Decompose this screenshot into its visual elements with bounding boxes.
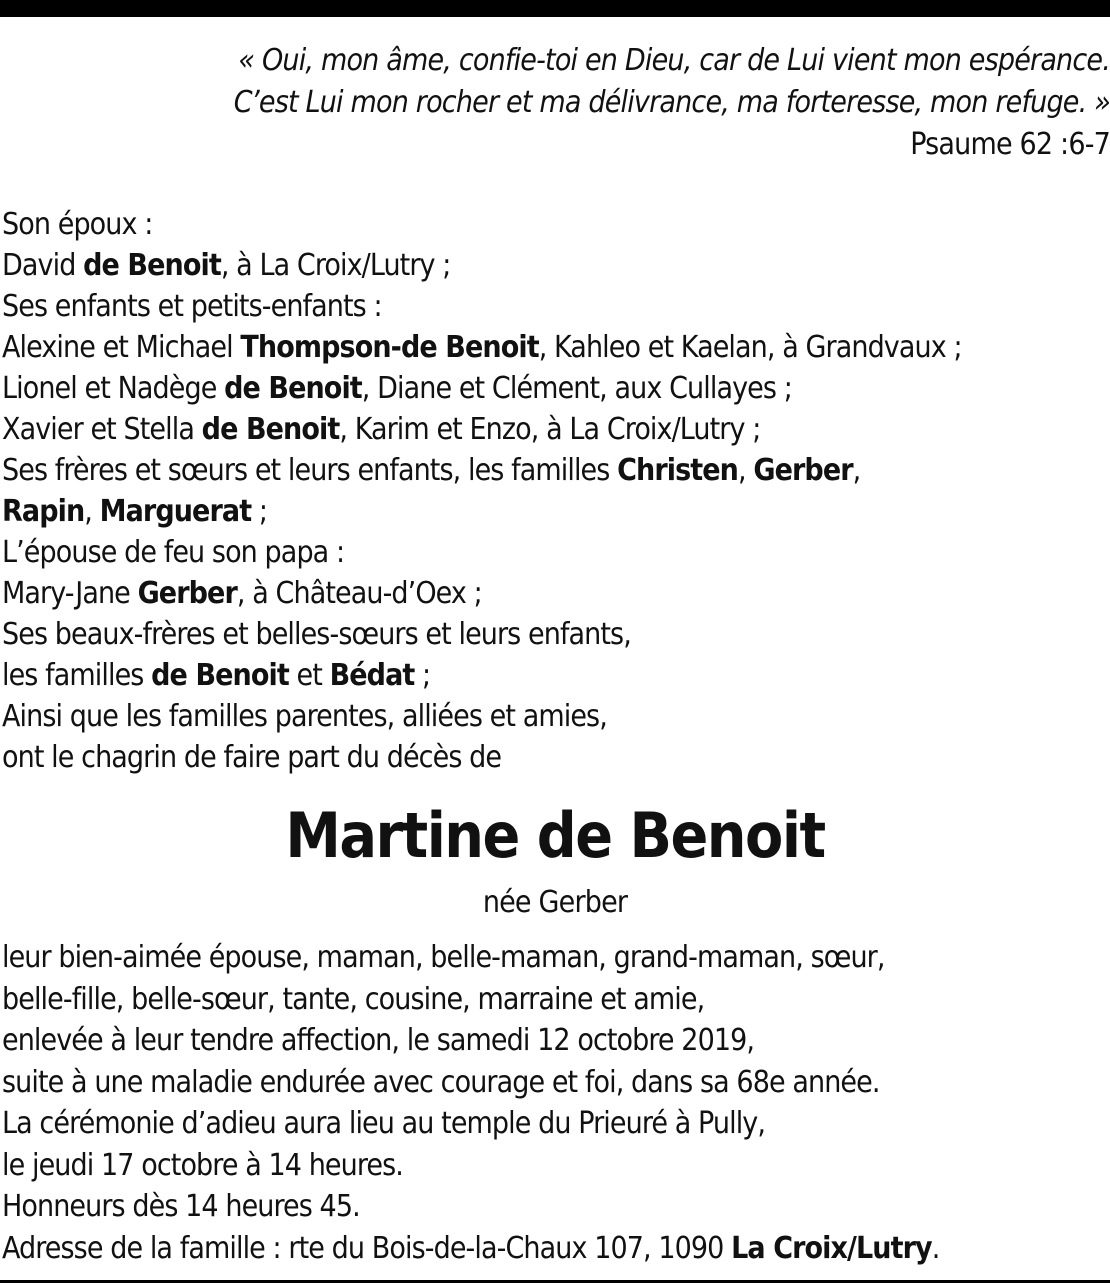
siblings-separator-2: ,: [852, 453, 861, 488]
psalm-quote-line-1: « Oui, mon âme, confie-toi en Dieu, car de Lui vient mon espérance.: [238, 43, 1110, 78]
address-city: La Croix/Lutry: [731, 1230, 932, 1266]
inlaws-family-bedat: Bédat: [329, 658, 415, 693]
siblings-family-gerber: Gerber: [753, 453, 853, 488]
children-heading: Ses enfants et petits-enfants :: [2, 289, 382, 324]
spouse-place: , à La Croix/Lutry ;: [220, 248, 451, 283]
inlaws-family-de-benoit: de Benoit: [151, 658, 289, 693]
spouse-line: [2, 245, 1108, 286]
stepmother-last-name: Gerber: [137, 576, 237, 611]
child3-last-name: de Benoit: [201, 412, 340, 447]
family-mourners-list: [2, 204, 1108, 778]
child3-first-names: Xavier et Stella: [2, 412, 202, 447]
details-line-4: suite à une maladie endurée avec courage et foi, dans sa 68e année.: [2, 1064, 880, 1100]
ceremony-location-line: La cérémonie d’adieu aura lieu au temple du Prieuré à Pully,: [2, 1106, 766, 1141]
relatives-line: Ainsi que les familles parentes, alliées et amies,: [2, 699, 607, 734]
siblings-family-rapin: Rapin: [2, 494, 85, 529]
siblings-separator-1: ,: [738, 453, 754, 488]
stepmother-heading: L’épouse de feu son papa :: [2, 535, 345, 570]
child3-rest: , Karim et Enzo, à La Croix/Lutry ;: [339, 412, 761, 447]
inlaws-separator: et: [288, 658, 330, 693]
child-line-2: [2, 368, 1108, 409]
child-line-3: [2, 409, 1108, 450]
honours-line: Honneurs dès 14 heures 45.: [2, 1189, 360, 1224]
spouse-heading: Son époux :: [2, 207, 153, 242]
stepmother-place: , à Château-d’Oex ;: [236, 576, 482, 611]
psalm-reference: Psaume 62 :6-7: [910, 127, 1110, 162]
bottom-border-rule: [0, 1280, 1110, 1283]
address-end: .: [931, 1230, 940, 1266]
siblings-end: ;: [251, 494, 268, 529]
announcement-line: ont le chagrin de faire part du décès de: [2, 740, 502, 775]
spouse-first-name: David: [2, 248, 84, 283]
inlaws-line: Ses beaux-frères et belles-sœurs et leurs enfants,: [2, 617, 631, 652]
top-border-rule: [0, 0, 1110, 17]
ceremony-time-line: le jeudi 17 octobre à 14 heures.: [2, 1147, 403, 1183]
details-line-2: belle-fille, belle-sœur, tante, cousine, marraine et amie,: [2, 981, 705, 1017]
child1-first-names: Alexine et Michael: [2, 330, 241, 365]
stepmother-line: [2, 573, 1108, 614]
psalm-quote-line-2: C’est Lui mon rocher et ma délivrance, ma forteresse, mon refuge. »: [233, 85, 1110, 120]
obituary-details: [2, 937, 1108, 1269]
psalm-epigraph: [10, 40, 1110, 166]
child1-rest: , Kahleo et Kaelan, à Grandvaux ;: [538, 330, 962, 365]
inlaws-families-line: [2, 655, 1108, 696]
siblings-family-christen: Christen: [617, 453, 738, 488]
siblings-line-2: [2, 491, 1108, 532]
child1-last-name: Thompson-de Benoit: [240, 330, 539, 365]
child2-rest: , Diane et Clément, aux Cullayes ;: [361, 371, 792, 406]
spouse-last-name: de Benoit: [83, 248, 221, 283]
child2-last-name: de Benoit: [224, 371, 362, 406]
child2-first-names: Lionel et Nadège: [2, 371, 225, 406]
details-line-1: leur bien-aimée épouse, maman, belle-maman, grand-maman, sœur,: [2, 940, 885, 975]
deceased-name: Martine de Benoit: [285, 799, 825, 872]
siblings-separator-3: ,: [84, 494, 100, 529]
details-line-3: enlevée à leur tendre affection, le samedi 12 octobre 2019,: [2, 1023, 755, 1058]
siblings-text: Ses frères et sœurs et leurs enfants, les familles: [2, 453, 618, 488]
child-line-1: [2, 327, 1108, 368]
maiden-name: née Gerber: [482, 885, 628, 920]
siblings-family-marguerat: Marguerat: [99, 494, 252, 529]
siblings-line-1: [2, 450, 1108, 491]
stepmother-first-name: Mary-Jane: [2, 576, 138, 611]
inlaws-prefix: les familles: [2, 658, 152, 693]
inlaws-end: ;: [414, 658, 431, 693]
family-address-line: [2, 1228, 1108, 1270]
address-prefix: Adresse de la famille : rte du Bois-de-la-Chaux 107, 1090: [2, 1230, 732, 1266]
